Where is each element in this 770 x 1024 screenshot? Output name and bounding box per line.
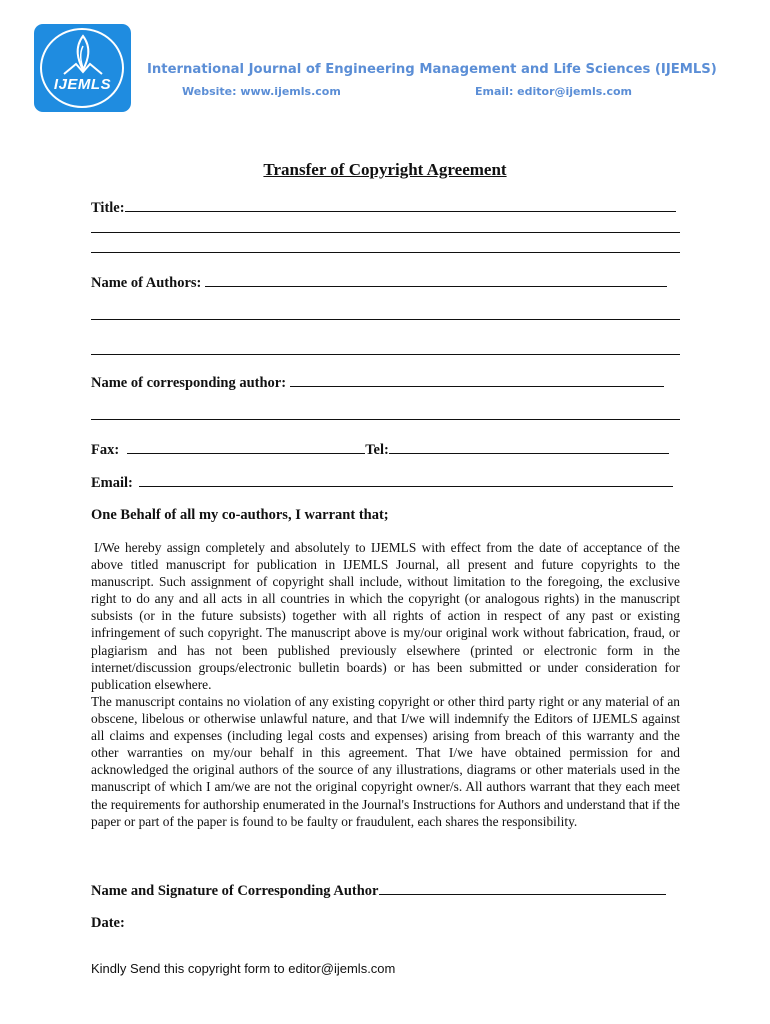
tel-input-line[interactable] xyxy=(389,440,669,454)
corresponding-author-line-2[interactable] xyxy=(91,418,680,420)
authors-label: Name of Authors: xyxy=(91,275,202,291)
corresponding-author-label: Name of corresponding author: xyxy=(91,375,287,391)
title-label: Title: xyxy=(91,200,125,216)
journal-name: International Journal of Engineering Management and Life Sciences (IJEMLS) xyxy=(147,62,717,77)
document-title: Transfer of Copyright Agreement xyxy=(263,160,507,179)
title-field[interactable] xyxy=(91,198,676,217)
date-label: Date: xyxy=(91,915,125,931)
website-link[interactable]: Website: www.ijemls.com xyxy=(182,85,341,98)
email-label: Email: xyxy=(91,475,133,491)
journal-logo xyxy=(34,24,131,112)
warrant-heading: One Behalf of all my co-authors, I warrant that; xyxy=(91,507,389,523)
fax-tel-field[interactable] xyxy=(91,440,669,459)
footer-note: Kindly Send this copyright form to editor@ijemls.com xyxy=(91,961,396,976)
authors-line-2[interactable] xyxy=(91,318,680,320)
authors-input-line[interactable] xyxy=(205,273,667,287)
title-line-2[interactable] xyxy=(91,231,680,233)
signature-input-line[interactable] xyxy=(379,881,666,895)
email-field[interactable] xyxy=(91,473,673,492)
fax-label: Fax: xyxy=(91,442,120,458)
corresponding-author-field[interactable] xyxy=(91,373,664,392)
signature-field[interactable] xyxy=(91,881,666,900)
fax-input-line[interactable] xyxy=(127,440,365,454)
authors-line-3[interactable] xyxy=(91,353,680,355)
warranty-paragraph: The manuscript contains no violation of any existing copyright or other third party right or any material of an obscene, libelous or otherwise unlawful nature, and that I/we will indemnify the Editors of IJEMLS against all claims and expenses (including legal costs and expenses) arising from breach of this warranty and the other warranties on my/our behalf in this agreement. That I/we have obtained permission for and acknowledged the original authors of the source of any illustrations, diagrams or other materials used in the manuscript of which I am/we are not the original copyright owner/s. All authors warrant that they each meet the requirements for authorship enumerated in the Journal's Instructions for Authors and understand that if the paper or part of the paper is found to be faulty or fraudulent, each shares the responsibility. xyxy=(91,694,680,829)
email-link[interactable]: Email: editor@ijemls.com xyxy=(475,85,633,98)
assignment-paragraph: I/We hereby assign completely and absolutely to IJEMLS with effect from the date of acceptance of the above titled manuscript for publication in IJEMLS Journal, all present and future copyrights to the manuscript. Such assignment of copyright shall include, without limitation to the foregoing, the exclusive right to do any and all acts in all countries in which the copyright (or analogous rights) in the manuscript subsists (or in the future subsists) together with all rights of action in respect of any past or existing infringement of such copyright. The manuscript above is my/our original work without fabrication, fraud, or plagiarism and has not been published previously elsewhere (printed or electronic form in the internet/discussion groups/electronic bulletin boards) or has been submitted or under consideration for publication elsewhere. xyxy=(91,540,680,692)
email-input-line[interactable] xyxy=(139,473,673,487)
title-input-line[interactable] xyxy=(125,198,676,212)
logo-text: IJEMLS xyxy=(53,76,112,93)
date-field[interactable] xyxy=(91,915,125,932)
flame-icon xyxy=(34,24,131,112)
tel-label: Tel: xyxy=(365,442,389,458)
title-line-3[interactable] xyxy=(91,251,680,253)
authors-field[interactable] xyxy=(91,273,667,292)
corresponding-author-input-line[interactable] xyxy=(290,373,664,387)
signature-label: Name and Signature of Corresponding Author xyxy=(91,883,379,899)
